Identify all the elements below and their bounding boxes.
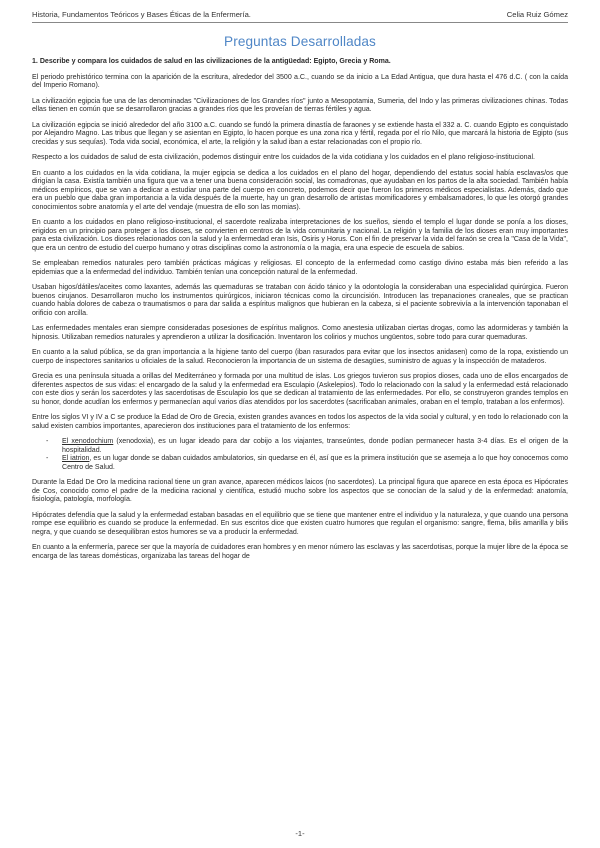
- header-author: Celia Ruiz Gómez: [506, 9, 568, 19]
- paragraph: La civilización egipcia fue una de las denominadas "Civilizaciones de los Grandes ríos" junto a Mesopotamia, Sumeria, del Indo y las primeras civilizaciones chinas. Todas ellas tienen en común que se desarrollaron gracias a grandes ríos que les proveían de tierras fértiles y agua.: [32, 97, 568, 113]
- question-heading: 1. Describe y compara los cuidados de salud en las civilizaciones de la antigüedad: Egipto, Grecia y Roma.: [32, 58, 391, 65]
- list-item: [32, 455, 568, 472]
- list-item-term: El xenodochium: [62, 438, 114, 445]
- paragraph: En cuanto a los cuidados en la vida cotidiana, la mujer egipcia se dedica a los cuidados en el plano del hogar, dependiendo del estatus social había esclavas/os que dirigían la casa. Existía también una figura que va a tener una buena consideración social, las comadronas, que ayudaban en los partos de la alta sociedad. También había médicos empíricos, que se van a dedicar a estudiar una parte del cuerpo en concreto, podemos decir que fueron los primeros médicos especialistas. Además, dado que era un pueblo que daba gran importancia a la vida después de la muerte, hay un gran desarrollo de artistas momificadores y embalsamadores, lo que les otorgó grandes conocimientos sobre anatomía y el arte del vendaje (muestra de ello son las momias).: [32, 169, 568, 211]
- institutions-list: [32, 438, 568, 472]
- paragraph: Respecto a los cuidados de salud de esta civilización, podemos distinguir entre los cuidados de la vida cotidiana y los cuidados en el plano religioso-institucional.: [32, 154, 535, 161]
- paragraph: En cuanto a la salud pública, se da gran importancia a la higiene tanto del cuerpo (iban rasurados para evitar que los insectos anidasen) como de la ropa, existiendo un cuerpo de inspectores sanitarios u oficiales de la salud. Reconocieron la importancia de un sistema de desagües, suministro de aguas y la inspección de mataderos.: [32, 349, 568, 365]
- paragraph: Se empleaban remedios naturales pero también prácticas mágicas y religiosas. El concepto de la enfermedad como castigo divino estaba más bien referido a las epidemias que a la enfermedad del individuo. También tenían una concepción natural de la enfermedad.: [32, 260, 568, 276]
- paragraph: Las enfermedades mentales eran siempre consideradas posesiones de espíritus malignos. Como anestesia utilizaban ciertas drogas, como las adormideras y también la hipnosis. Utilizaban remedios naturales y aprendieron a utilizar la dosificación. Inventaron los colirios y muchos ungüentos, sobre todo para curar quemaduras.: [32, 325, 568, 341]
- list-item-text: , es un lugar donde se daban cuidados ambulatorios, sin quedarse en él, así que es la primera institución que se asemeja a lo que hoy conocemos como Centro de Salud.: [62, 455, 569, 471]
- paragraph: Grecia es una península situada a orillas del Mediterráneo y formada por una multitud de islas. Los griegos tuvieron sus propios dioses, cada uno de ellos encargados de diferentes aspectos de sus vidas: el encargado de la salud y la enfermedad era Esculapio (Askelepios). Todo lo relacionado con la salud y la enfermedad está relacionado con este dios y serán los sacerdotes y las sacerdotisas de Esculapio los que se dedican al tratamiento de las enfermedades. Por ello, se construyeron grandes templos en su honor, donde acudían los enfermos y permanecían aquí varios días atendidos por los sacerdotes (sacrificaban animales, oraban en el templo, trataban a los enfermos).: [32, 373, 568, 406]
- page-title: Preguntas Desarrolladas: [224, 34, 376, 49]
- list-item-term: El iatrion: [62, 455, 90, 462]
- paragraph: En cuanto a los cuidados en plano religioso-institucional, el sacerdote realizaba interpretaciones de los sueños, siendo el templo el lugar donde se ponía a los dioses, erigidos en un principio para proteger a los dioses, se convierten en centros de la vida comunitaria y nacional. La religión y la familia de los dioses eran muy importantes para esta civilización. Los dioses relacionados con la salud y la enfermedad eran Isis, Osiris y Horus. Con el fin de preservar la vida del faraón se crea la "Casa de la Vida", que era un centro de estudio del cuerpo humano y otras disciplinas como la astronomía o la magia, era una especie de escuela de sabios.: [32, 219, 568, 252]
- header-divider: [32, 22, 568, 23]
- header-course-title: Historia, Fundamentos Teóricos y Bases Éticas de la Enfermería.: [32, 9, 251, 19]
- page-header: [32, 6, 568, 22]
- list-bullet: -: [46, 438, 49, 445]
- list-item-text: (xenodoxia), es un lugar ideado para dar cobijo a los viajantes, transeúntes, donde podían permanecer hasta 3-4 días. Es el origen de la hospitalidad.: [62, 438, 568, 454]
- paragraph: Durante la Edad De Oro la medicina racional tiene un gran avance, aparecen médicos laicos (no sacerdotes). La principal figura que aparece en esta época es Hipócrates de Cos, conocido como el padre de la medicina racional y científica, estudió mucho sobre los aspectos que se conocían de la salud y de la enfermedad: anatomía, fisiología, patología, morfología.: [32, 479, 568, 503]
- list-item: [32, 438, 568, 455]
- paragraph: Entre los siglos VI y IV a C se produce la Edad de Oro de Grecia, existen grandes avances en todos los aspectos de la vida social y cultural, y en todo lo relacionado con la salud existen cambios importantes, aparecieron dos instituciones para el tratamiento de los enfermos:: [32, 414, 568, 430]
- paragraph: Usaban higos/dátiles/aceites como laxantes, además las quemaduras se trataban con ácido tánico y la odontología la consideraban una especialidad quirúrgica. Fueron buenos cirujanos. Desarrollaron mucho los instrumentos quirúrgicos, iniciaron técnicas como la circuncisión. Introducen las trepanaciones craneales, que se practican cuando había dolores de cabeza o traumatismos o para dar salida a espíritus malignos que hubieran en la cabeza, si el paciente sobrevivía a la intervención taponaban el orificio con arcilla.: [32, 284, 568, 317]
- page-number: -1-: [295, 829, 305, 838]
- paragraph: Hipócrates defendía que la salud y la enfermedad estaban basadas en el equilibrio que se tiene que mantener entre el individuo y la naturaleza, y que cuando una persona rompe ese equilibrio es cuando se produce la enfermedad. En sus escritos dice que existen cuatro humores que regulan el organismo: sangre, flema, bilis amarilla y bilis negra, y que cuando se desequilibran estos humores se va a producir la enfermedad.: [32, 511, 568, 536]
- document-body: [32, 58, 568, 568]
- list-bullet: -: [46, 455, 49, 462]
- paragraph: En cuanto a la enfermería, parece ser que la mayoría de cuidadores eran hombres y en menor número las esclavas y las sacerdotisas, porque la mujer libre de la época se encarga de las tareas domésticas, organizaba las tareas del hogar de: [32, 544, 568, 560]
- paragraph: La civilización egipcia se inició alrededor del año 3100 a.C. cuando se fundó la primera dinastía de faraones y se extiende hasta el 332 a. C. cuando Egipto es conquistado por Alejandro Magno. Las tribus que llegan y se asientan en Egipto, lo hacen porque es una zona rica y fértil, regada por el río Nilo, que marcará la historia de Egipto (sus crecidas y sus sequías). Toda vida social, económica, el arte, la religión y la salud iban a estar relacionadas con el propio río.: [32, 121, 568, 146]
- paragraph: El periodo prehistórico termina con la aparición de la escritura, alrededor del 3500 a.C., cuando se da inicio a La Edad Antigua, que dura hasta el 476 d.C. ( con la caída del Imperio Romano).: [32, 73, 568, 89]
